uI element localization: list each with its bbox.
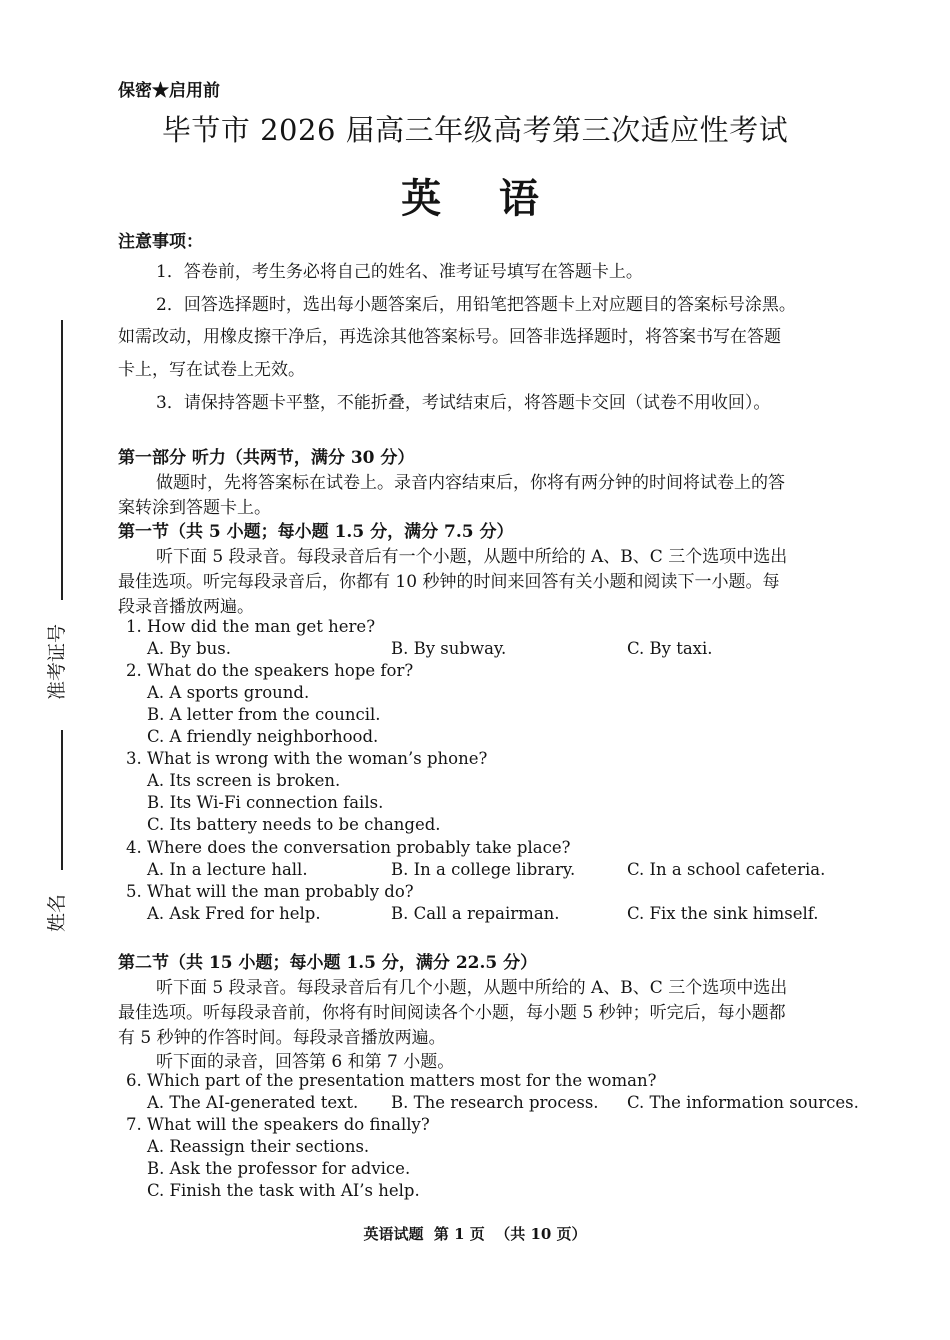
question-4: 4. Where does the conversation probably take place? — [126, 838, 571, 857]
question-5-option-b: B. Call a repairman. — [391, 904, 560, 923]
question-1-option-a: A. By bus. — [147, 639, 231, 658]
section1-instruction-line-2: 最佳选项。听完每段录音后，你都有 10 秒钟的时间来回答有关小题和阅读下一小题。每 — [118, 572, 780, 592]
question-6: 6. Which part of the presentation matters most for the woman? — [126, 1071, 657, 1090]
question-1: 1. How did the man get here? — [126, 617, 376, 636]
question-6-option-a: A. The AI-generated text. — [147, 1093, 359, 1112]
question-6-option-c: C. The information sources. — [627, 1093, 859, 1112]
notice-item-1: 1．答卷前，考生务必将自己的姓名、准考证号填写在答题卡上。 — [156, 262, 643, 282]
notice-item-3: 3．请保持答题卡平整，不能折叠，考试结束后，将答题卡交回（试卷不用收回）。 — [156, 393, 771, 413]
question-1-option-b: B. By subway. — [391, 639, 507, 658]
section2-listen-note: 听下面的录音，回答第 6 和第 7 小题。 — [156, 1052, 455, 1072]
question-3-option-b: B. Its Wi-Fi connection fails. — [147, 793, 384, 812]
question-5-option-a: A. Ask Fred for help. — [147, 904, 321, 923]
exam-id-label: 准考证号 — [46, 623, 68, 700]
question-7-option-c: C. Finish the task with AI’s help. — [147, 1181, 420, 1200]
part1-heading: 第一部分 听力（共两节，满分 30 分） — [118, 448, 415, 468]
confidential-mark: 保密★启用前 — [118, 81, 220, 101]
question-4-option-b: B. In a college library. — [391, 860, 576, 879]
question-5-option-c: C. Fix the sink himself. — [627, 904, 819, 923]
question-4-option-a: A. In a lecture hall. — [147, 860, 308, 879]
notice-item-2-line-2: 如需改动，用橡皮擦干净后，再选涂其他答案标号。回答非选择题时，将答案书写在答题 — [118, 327, 781, 347]
question-7: 7. What will the speakers do finally? — [126, 1115, 430, 1134]
question-3: 3. What is wrong with the woman’s phone? — [126, 749, 488, 768]
notice-item-2-line-3: 卡上，写在试卷上无效。 — [118, 360, 305, 380]
question-6-option-b: B. The research process. — [391, 1093, 599, 1112]
section1-instruction-line-1: 听下面 5 段录音。每段录音后有一个小题，从题中所给的 A、B、C 三个选项中选出 — [156, 547, 788, 567]
exam-title: 毕节市 2026 届高三年级高考第三次适应性考试 — [161, 113, 789, 147]
name-label: 姓名 — [46, 893, 68, 932]
exam-id-line — [61, 320, 63, 600]
question-2-option-a: A. A sports ground. — [147, 683, 310, 702]
section2-instruction-line-2: 最佳选项。听每段录音前，你将有时间阅读各个小题，每小题 5 秒钟；听完后，每小题都 — [118, 1003, 786, 1023]
question-2-option-c: C. A friendly neighborhood. — [147, 727, 379, 746]
question-2-option-b: B. A letter from the council. — [147, 705, 381, 724]
page-footer: 英语试题 第 1 页 （共 10 页） — [363, 1225, 587, 1243]
question-1-option-c: C. By taxi. — [627, 639, 713, 658]
part1-instruction-line-1: 做题时，先将答案标在试卷上。录音内容结束后，你将有两分钟的时间将试卷上的答 — [156, 473, 785, 493]
question-4-option-c: C. In a school cafeteria. — [627, 860, 826, 879]
section2-instruction-line-3: 有 5 秒钟的作答时间。每段录音播放两遍。 — [118, 1028, 446, 1048]
section1-instruction-line-3: 段录音播放两遍。 — [118, 597, 254, 617]
question-3-option-c: C. Its battery needs to be changed. — [147, 815, 441, 834]
question-5: 5. What will the man probably do? — [126, 882, 414, 901]
subject-title: 英 语 — [401, 175, 549, 222]
section2-instruction-line-1: 听下面 5 段录音。每段录音后有几个小题，从题中所给的 A、B、C 三个选项中选出 — [156, 978, 788, 998]
question-3-option-a: A. Its screen is broken. — [147, 771, 341, 790]
question-7-option-a: A. Reassign their sections. — [147, 1137, 370, 1156]
notice-item-2-line-1: 2．回答选择题时，选出每小题答案后，用铅笔把答题卡上对应题目的答案标号涂黑。 — [156, 295, 796, 315]
question-7-option-b: B. Ask the professor for advice. — [147, 1159, 411, 1178]
name-line — [61, 730, 63, 870]
question-2: 2. What do the speakers hope for? — [126, 661, 414, 680]
section1-heading: 第一节（共 5 小题；每小题 1.5 分，满分 7.5 分） — [118, 522, 514, 542]
section2-heading: 第二节（共 15 小题；每小题 1.5 分，满分 22.5 分） — [118, 953, 538, 973]
notice-heading: 注意事项： — [118, 232, 203, 252]
part1-instruction-line-2: 案转涂到答题卡上。 — [118, 498, 271, 518]
